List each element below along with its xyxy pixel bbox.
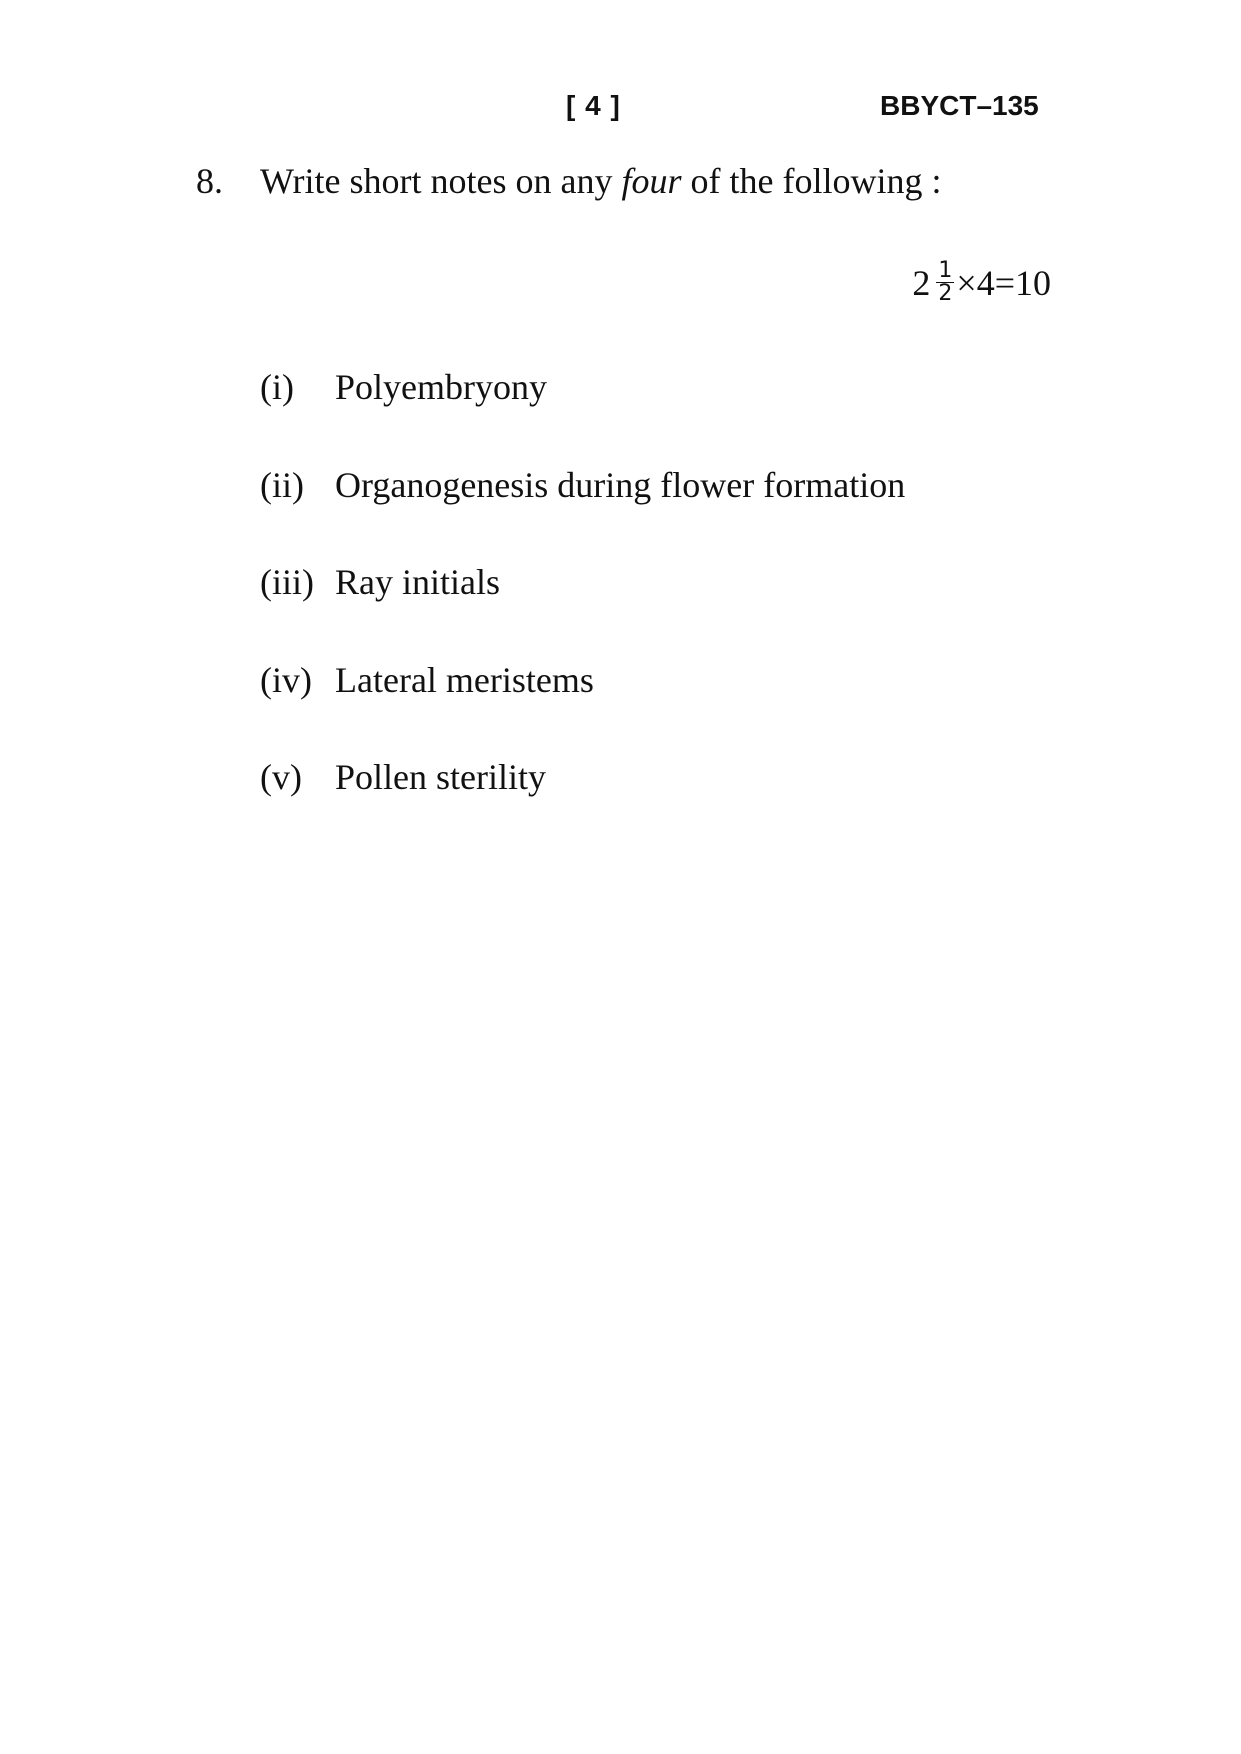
item-text: Lateral meristems xyxy=(335,660,594,700)
item-label: (iv) xyxy=(260,660,312,700)
question-text-before: Write short notes on any xyxy=(260,161,622,201)
item-text: Organogenesis during flower formation xyxy=(335,465,906,505)
item-text: Pollen sterility xyxy=(335,757,546,797)
question-text xyxy=(260,160,941,202)
marks-rest: ×4=10 xyxy=(956,262,1051,303)
item-text: Ray initials xyxy=(335,562,500,602)
list-item xyxy=(260,756,546,798)
marks-allocation xyxy=(912,260,1051,305)
marks-numerator: 1 xyxy=(938,258,953,283)
question-number: 8. xyxy=(196,161,223,201)
marks-whole: 2 xyxy=(912,262,931,303)
list-item xyxy=(260,561,500,603)
item-label: (i) xyxy=(260,367,294,407)
item-text: Polyembryony xyxy=(335,367,547,407)
list-item xyxy=(260,659,594,701)
page-number: [ 4 ] xyxy=(566,90,621,121)
question-text-after: of the following : xyxy=(681,161,942,201)
marks-denominator: 2 xyxy=(938,281,953,306)
list-item xyxy=(260,464,905,506)
list-item xyxy=(260,366,547,408)
item-label: (iii) xyxy=(260,562,314,602)
question-text-emphasis: four xyxy=(621,161,682,201)
item-label: (v) xyxy=(260,757,302,797)
paper-code: BBYCT–135 xyxy=(880,90,1039,121)
item-label: (ii) xyxy=(260,465,304,505)
marks-fraction xyxy=(936,260,954,305)
